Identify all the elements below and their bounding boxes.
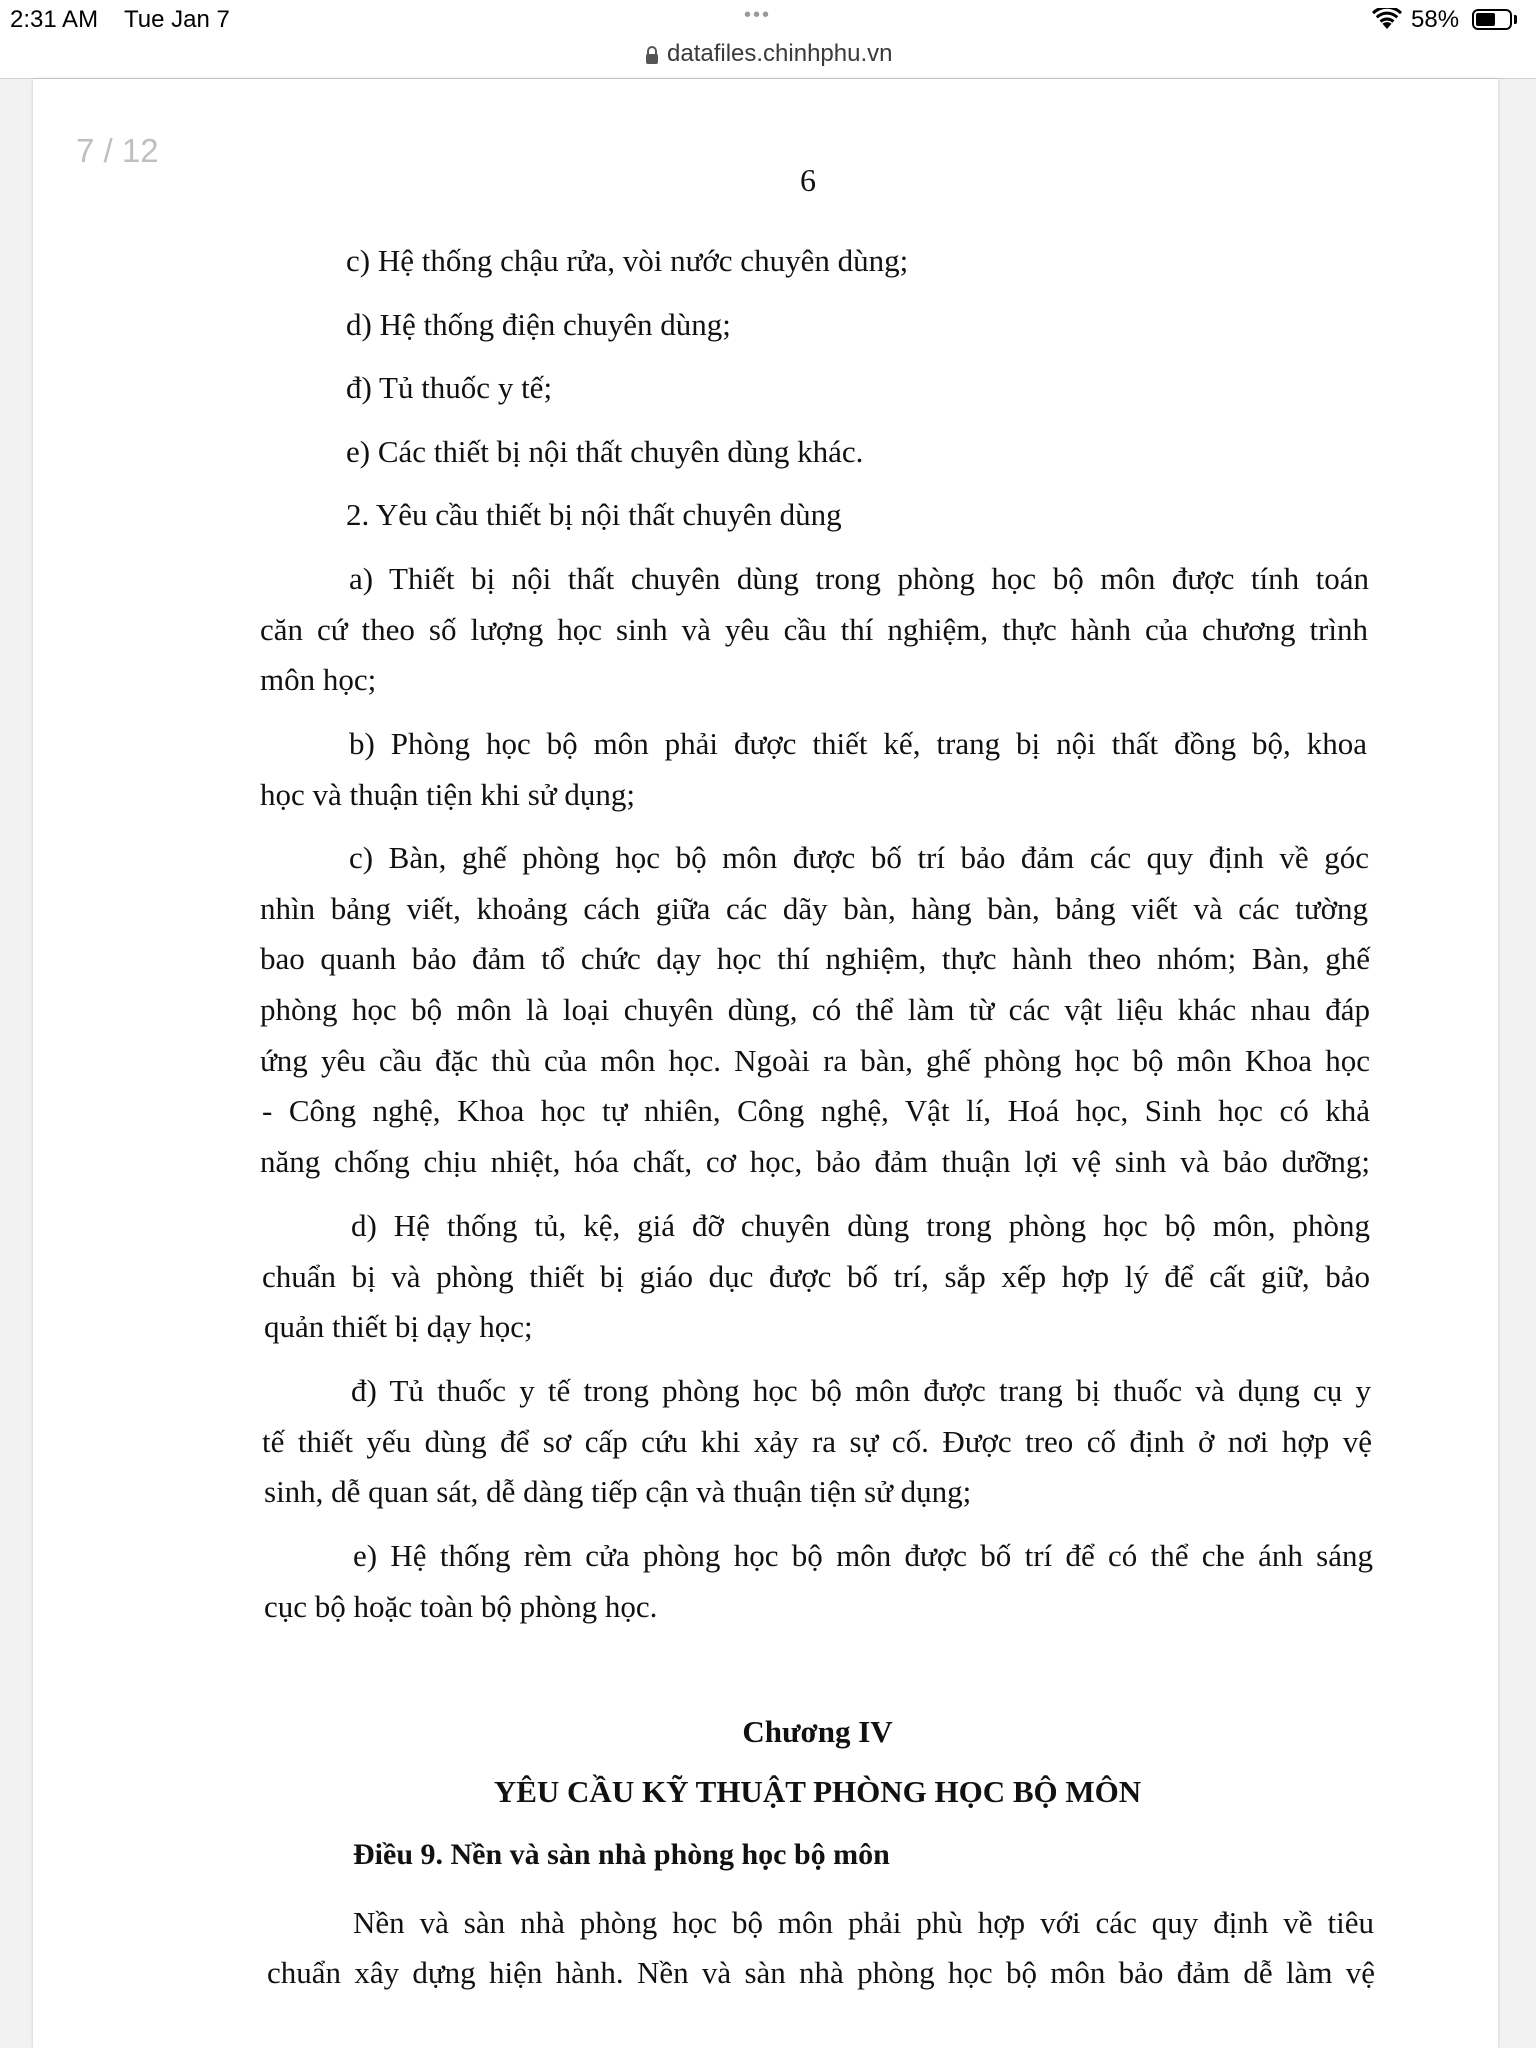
status-time: 2:31 AM: [10, 6, 99, 33]
text-line: a) Thiết bị nội thất chuyên dùng trong phòng học bộ môn được tính toán: [349, 561, 1369, 596]
text-line: học và thuận tiện khi sử dụng;: [260, 777, 635, 812]
text-line: môn học;: [260, 662, 377, 697]
chapter-heading: Chương IV: [742, 1714, 893, 1749]
text-line: chuẩn xây dựng hiện hành. Nền và sàn nhà phòng học bộ môn bảo đảm dễ làm vệ: [267, 1955, 1375, 1990]
battery-percent: 58%: [1411, 6, 1460, 33]
text-line: d) Hệ thống tủ, kệ, giá đỡ chuyên dùng trong phòng học bộ môn, phòng: [351, 1208, 1370, 1243]
article-heading: Điều 9. Nền và sàn nhà phòng học bộ môn: [353, 1838, 890, 1871]
text-line: e) Các thiết bị nội thất chuyên dùng khác.: [346, 434, 864, 469]
text-line: Nền và sàn nhà phòng học bộ môn phải phù hợp với các quy định về tiêu: [353, 1905, 1374, 1940]
text-line: đ) Tủ thuốc y tế;: [346, 370, 553, 405]
text-line: ứng yêu cầu đặc thù của môn học. Ngoài ra bàn, ghế phòng học bộ môn Khoa học: [260, 1043, 1370, 1078]
text-line: cục bộ hoặc toàn bộ phòng học.: [264, 1589, 658, 1624]
text-line: phòng học bộ môn là loại chuyên dùng, có thể làm từ các vật liệu khác nhau đáp: [260, 992, 1370, 1027]
text-line: đ) Tủ thuốc y tế trong phòng học bộ môn được trang bị thuốc và dụng cụ y: [351, 1373, 1371, 1408]
text-line: b) Phòng học bộ môn phải được thiết kế, trang bị nội thất đồng bộ, khoa: [349, 726, 1367, 761]
text-line: chuẩn bị và phòng thiết bị giáo dục được bố trí, sắp xếp hợp lý để cất giữ, bảo: [262, 1259, 1370, 1294]
url-text[interactable]: datafiles.chinhphu.vn: [667, 40, 893, 67]
text-line: 2. Yêu cầu thiết bị nội thất chuyên dùng: [346, 497, 842, 532]
status-date: Tue Jan 7: [124, 6, 230, 33]
text-line: năng chống chịu nhiệt, hóa chất, cơ học, bảo đảm thuận lợi vệ sinh và bảo dưỡng;: [260, 1144, 1370, 1179]
text-line: quản thiết bị dạy học;: [264, 1309, 533, 1344]
text-line: d) Hệ thống điện chuyên dùng;: [346, 307, 731, 342]
page-indicator: 7 / 12: [76, 132, 159, 169]
multitasking-dots[interactable]: •••: [744, 4, 772, 26]
chapter-title: YÊU CẦU KỸ THUẬT PHÒNG HỌC BỘ MÔN: [493, 1774, 1142, 1809]
text-line: bao quanh bảo đảm tổ chức dạy học thí nghiệm, thực hành theo nhóm; Bàn, ghế: [260, 941, 1370, 976]
text-line: e) Hệ thống rèm cửa phòng học bộ môn được bố trí để có thể che ánh sáng: [353, 1538, 1373, 1573]
text-line: căn cứ theo số lượng học sinh và yêu cầu thí nghiệm, thực hành của chương trình: [260, 612, 1368, 647]
text-line: c) Hệ thống chậu rửa, vòi nước chuyên dùng;: [346, 243, 909, 278]
page-number: 6: [800, 162, 816, 198]
text-line: - Công nghệ, Khoa học tự nhiên, Công nghệ, Vật lí, Hoá học, Sinh học có khả: [262, 1093, 1370, 1128]
text-line: tế thiết yếu dùng để sơ cấp cứu khi xảy ra sự cố. Được treo cố định ở nơi hợp vệ: [262, 1424, 1372, 1459]
text-line: sinh, dễ quan sát, dễ dàng tiếp cận và thuận tiện sử dụng;: [264, 1474, 972, 1509]
text-line: nhìn bảng viết, khoảng cách giữa các dãy bàn, hàng bàn, bảng viết và các tường: [260, 891, 1368, 926]
text-line: c) Bàn, ghế phòng học bộ môn được bố trí bảo đảm các quy định về góc: [349, 840, 1369, 875]
